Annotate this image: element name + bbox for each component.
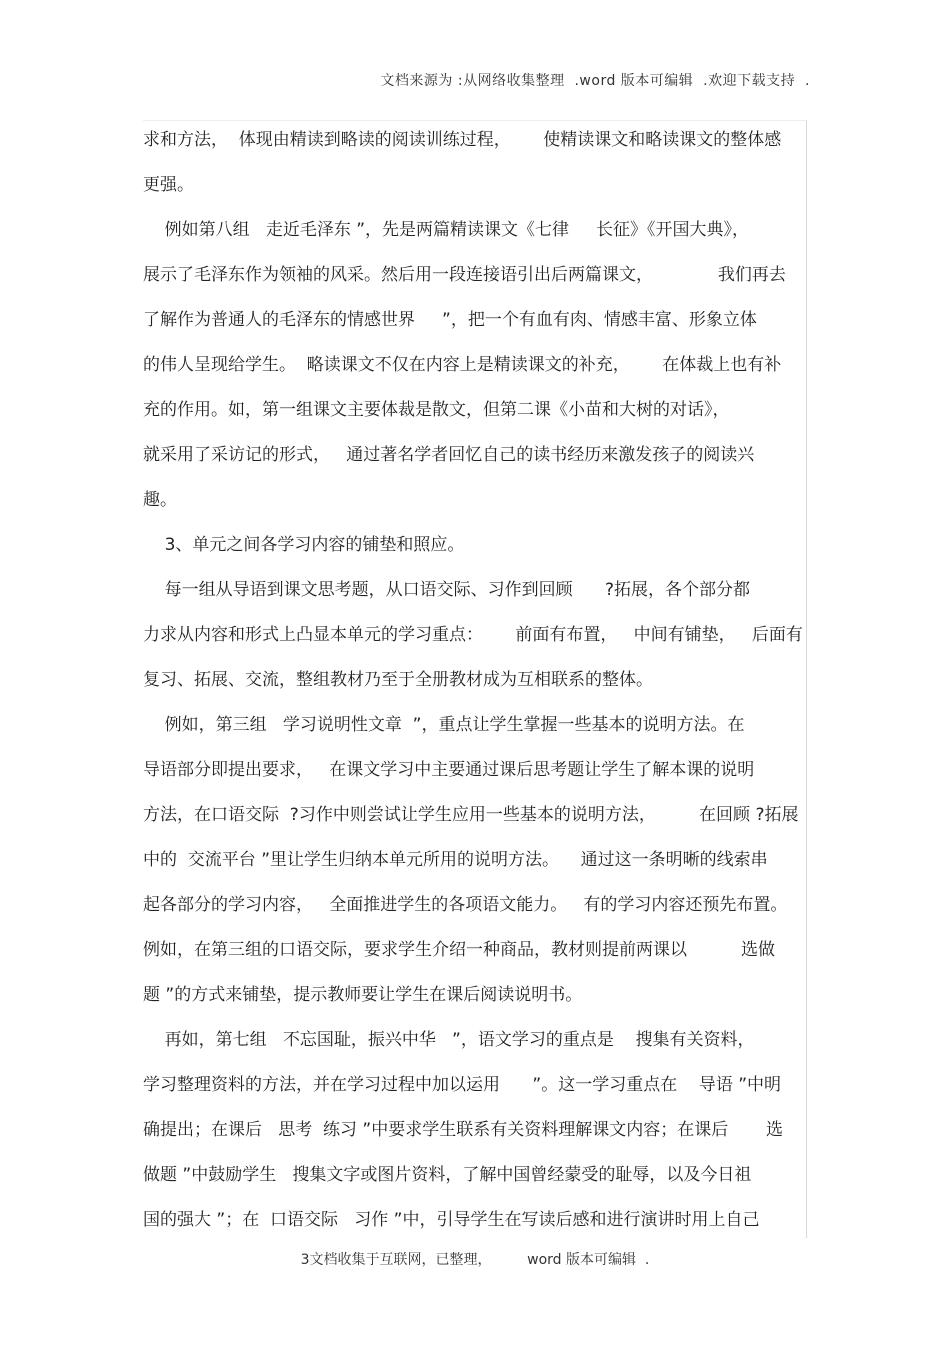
body-line: 的伟人呈现给学生。 略读课文不仅在内容上是精读课文的补充， 在体裁上也有补 <box>143 355 782 375</box>
body-line: 复习、拓展、交流，整组教材乃至于全册教材成为互相联系的整体。 <box>143 670 653 690</box>
body-line: 确提出；在课后 思考 练习 ”中要求学生联系有关资料理解课文内容；在课后 选 <box>143 1120 784 1140</box>
document-body <box>143 120 807 1238</box>
body-line: 起各部分的学习内容， 全面推进学生的各项语文能力。 有的学习内容还预先布置。 <box>143 895 788 915</box>
body-line: 更强。 <box>143 175 194 195</box>
body-line: 求和方法， 体现由精读到略读的阅读训练过程， 使精读课文和略读课文的整体感 <box>143 130 782 150</box>
body-line: 3、单元之间各学习内容的铺垫和照应。 <box>143 535 465 555</box>
body-line: 做题 ”中鼓励学生 搜集文字或图片资料，了解中国曾经蒙受的耻辱，以及今日祖 <box>143 1165 752 1185</box>
body-line: 导语部分即提出要求， 在课文学习中主要通过课后思考题让学生了解本课的说明 <box>143 760 755 780</box>
body-line: 国的强大 ”；在 口语交际 习作 ”中，引导学生在写读后感和进行演讲时用上自己 <box>143 1210 760 1230</box>
body-line: 再如，第七组 不忘国耻，振兴中华 ”，语文学习的重点是 搜集有关资料， <box>143 1030 755 1050</box>
body-line: 例如第八组 走近毛泽东 ”，先是两篇精读课文《七律 长征》《开国大典》， <box>143 220 750 240</box>
body-line: 中的 交流平台 ”里让学生归纳本单元所用的说明方法。 通过这一条明晰的线索串 <box>143 850 768 870</box>
body-line: 充的作用。如，第一组课文主要体裁是散文，但第二课《小苗和大树的对话》， <box>143 400 730 420</box>
body-line: 趣。 <box>143 490 177 510</box>
body-line: 展示了毛泽东作为领袖的风采。然后用一段连接语引出后两篇课文， 我们再去 <box>143 265 786 285</box>
page-header: 文档来源为 :从网络收集整理 .word 版本可编辑 .欢迎下载支持 . <box>380 73 810 89</box>
body-line: 例如，第三组 学习说明性文章 ”，重点让学生掌握一些基本的说明方法。在 <box>143 715 745 735</box>
page-footer: 3文档收集于互联网，已整理， word 版本可编辑 . <box>300 1252 650 1268</box>
body-line: 了解作为普通人的毛泽东的情感世界 ”，把一个有血有肉、情感丰富、形象立体 <box>143 310 757 330</box>
body-line: 方法，在口语交际 ?习作中则尝试让学生应用一些基本的说明方法， 在回顾 ?拓展 <box>143 805 799 825</box>
body-line: 就采用了采访记的形式， 通过著名学者回忆自己的读书经历来激发孩子的阅读兴 <box>143 445 755 465</box>
body-line: 学习整理资料的方法，并在学习过程中加以运用 ”。这一学习重点在 导语 ”中明 <box>143 1075 782 1095</box>
body-line: 力求从内容和形式上凸显本单元的学习重点： 前面有布置， 中间有铺垫， 后面有 <box>143 625 803 645</box>
body-line: 例如，在第三组的口语交际，要求学生介绍一种商品，教材则提前两课以 选做 <box>143 940 776 960</box>
body-line: 题 ”的方式来铺垫，提示教师要让学生在课后阅读说明书。 <box>143 985 583 1005</box>
body-line: 每一组从导语到课文思考题，从口语交际、习作到回顾 ?拓展，各个部分都 <box>143 580 751 600</box>
